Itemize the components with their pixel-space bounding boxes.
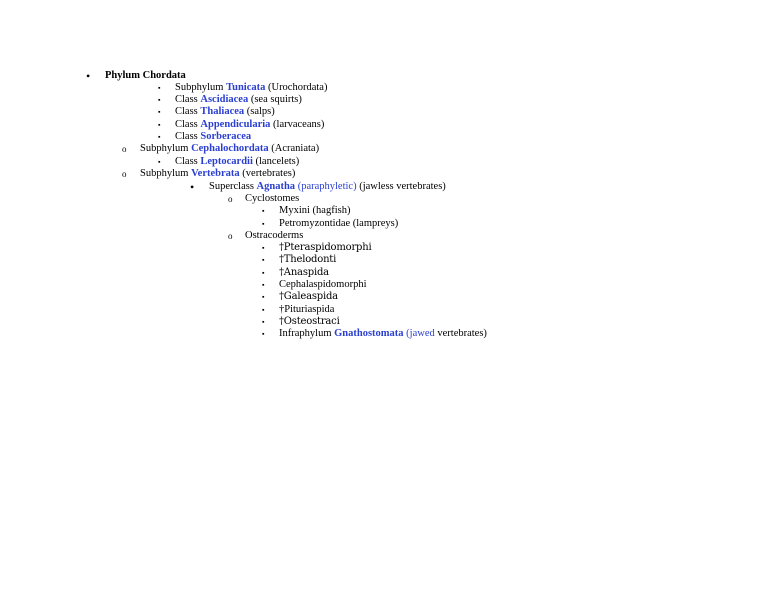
taxon-link-vertebrata[interactable]: Vertebrata (191, 168, 240, 179)
rank-label: Subphylum (140, 168, 192, 179)
item-infraphylum-gnathostomata (279, 328, 487, 340)
link-paraphyletic[interactable]: paraphyletic (301, 181, 354, 192)
bullet-circle: o (228, 194, 233, 204)
item-subphylum-vertebrata (140, 168, 295, 180)
bullet-square: ▪ (158, 108, 161, 116)
link-jawed[interactable]: jawed (409, 328, 435, 339)
bullet-square: ▪ (158, 84, 161, 92)
item-ostracoderms: Ostracoderms (245, 230, 304, 241)
common-name: (larvaceans) (270, 119, 325, 130)
rank-label: Class (175, 156, 201, 167)
common-name: (jawless vertebrates) (356, 181, 446, 192)
bullet-disc: • (190, 180, 195, 194)
item-anaspida: †Anaspida (279, 267, 329, 278)
common-name: (Urochordata) (265, 82, 328, 93)
item-thelodonti: †Thelodonti (279, 254, 337, 265)
bullet-circle: o (228, 231, 233, 241)
item-phylum-chordata (105, 70, 186, 82)
item-galeaspida: †Galeaspida (279, 291, 338, 302)
item-class-ascidiacea (175, 94, 302, 106)
item-subphylum-cephalochordata (140, 143, 319, 155)
item-class-sorberacea (175, 131, 251, 143)
item-superclass-agnatha (209, 181, 446, 193)
common-name: (vertebrates) (239, 168, 296, 179)
bullet-square: ▪ (262, 306, 265, 314)
bullet-circle: o (122, 169, 127, 179)
rank-label: Subphylum (175, 82, 227, 93)
taxon-link-ascidiacea[interactable]: Ascidiacea (200, 94, 249, 105)
taxon-link-sorberacea[interactable]: Sorberacea (200, 131, 252, 142)
item-osteostraci: †Osteostraci (279, 316, 340, 327)
bullet-square: ▪ (262, 220, 265, 228)
bullet-circle: o (122, 144, 127, 154)
common-name: (Acraniata) (268, 143, 320, 154)
paren-close: ) (353, 181, 357, 192)
bullet-square: ▪ (262, 281, 265, 289)
bullet-square: ▪ (158, 133, 161, 141)
item-pituriaspida: †Pituriaspida (279, 304, 335, 315)
bullet-disc: • (86, 69, 91, 83)
item-cyclostomes: Cyclostomes (245, 193, 300, 204)
taxon-link-thaliacea[interactable]: Thaliacea (200, 106, 245, 117)
taxon-link-cephalochordata[interactable]: Cephalochordata (191, 143, 269, 154)
taxon-link-tunicata[interactable]: Tunicata (226, 82, 266, 93)
bullet-square: ▪ (262, 207, 265, 215)
item-class-appendicularia (175, 119, 324, 131)
common-name: (lancelets) (252, 156, 300, 167)
taxon-link-leptocardii[interactable]: Leptocardii (200, 156, 253, 167)
bullet-square: ▪ (262, 256, 265, 264)
item-pteraspidomorphi: †Pteraspidomorphi (279, 242, 372, 253)
bullet-square: ▪ (158, 158, 161, 166)
item-class-thaliacea (175, 106, 275, 118)
taxon-link-gnathostomata[interactable]: Gnathostomata (334, 328, 404, 339)
taxon-link-appendicularia[interactable]: Appendicularia (200, 119, 271, 130)
rank-label: Subphylum (140, 143, 192, 154)
item-class-leptocardii (175, 156, 299, 168)
taxon-link-agnatha[interactable]: Agnatha (256, 181, 296, 192)
item-petromyzontidae: Petromyzontidae (lampreys) (279, 218, 399, 229)
item-subphylum-tunicata (175, 82, 327, 94)
paren-open: ( (295, 181, 302, 192)
rank-label: Infraphylum (279, 328, 335, 339)
rank-label: Class (175, 131, 201, 142)
rank-label: Superclass (209, 181, 257, 192)
bullet-square: ▪ (262, 330, 265, 338)
common-name: vertebrates) (434, 328, 487, 339)
item-myxini: Myxini (hagfish) (279, 205, 351, 216)
taxon-name: Phylum Chordata (105, 70, 186, 81)
bullet-square: ▪ (262, 318, 265, 326)
bullet-square: ▪ (262, 269, 265, 277)
rank-label: Class (175, 106, 201, 117)
item-cephalaspidomorphi: Cephalaspidomorphi (279, 279, 367, 290)
bullet-square: ▪ (262, 293, 265, 301)
common-name: (salps) (244, 106, 275, 117)
common-name: (sea squirts) (248, 94, 302, 105)
bullet-square: ▪ (158, 121, 161, 129)
rank-label: Class (175, 119, 201, 130)
rank-label: Class (175, 94, 201, 105)
bullet-square: ▪ (262, 244, 265, 252)
bullet-square: ▪ (158, 96, 161, 104)
paren-open: ( (403, 328, 410, 339)
